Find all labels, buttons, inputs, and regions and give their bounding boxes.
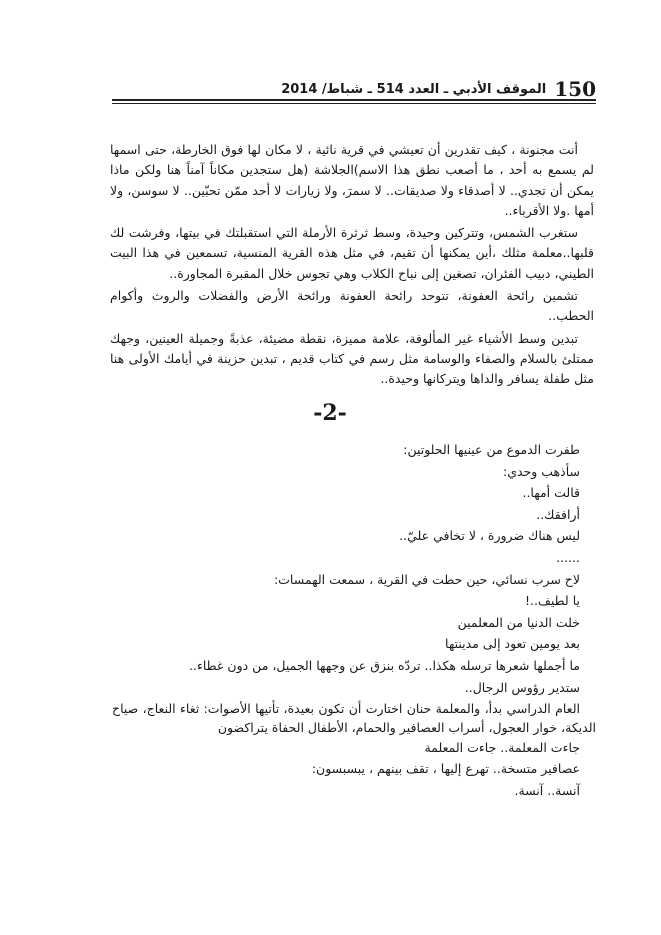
running-head: الموقف الأدبي ـ العدد 514 ـ شباط/ 2014 <box>281 82 547 97</box>
text-line: عصافير متسخة.. تهرع إليها ، تقف بينهم ، يبسبسون: <box>311 761 580 777</box>
text-line: قالت أمها.. <box>522 485 580 501</box>
paragraph: أنت مجنونة ، كيف تقدرين أن تعيشي في قرية نائية ، لا مكان لها فوق الخارطة، حتى اسمها لم يسمع به أحد ، ما أصعب نطق هذا الاسم)الجلاشة (هل ستجدين مكاناً آمناً هنا ولكن ماذا يمكن أن تجدي.. لا أصدقاء ولا صديقات.. لا سمرَ، ولا زيارات لا أحد ممّن تحبّين.. لا سوسن، ولا أمها .ولا الأقرباء.. <box>110 142 594 218</box>
header-rule-thin <box>112 103 596 104</box>
text-line: ستدير رؤوس الرجال.. <box>464 679 580 695</box>
body-text-bottom <box>112 440 596 802</box>
text-line: بعد يومين تعود إلى مدينتها <box>445 636 580 652</box>
text-line: طفرت الدموع من عينيها الحلوتين: <box>403 442 580 457</box>
paragraph: تبدين وسط الأشياء غير المألوفة، علامة مميزة، نقطة مضيئة، عذبةً وجميلة العينين، وجهك ممتلئ بالسلام والصفاء والوسامة مثل رسم في كتاب قديم ، تبدين حزينة في أيامك الأولى هنا مثل طفلة يسافر والداها ويتركانها وحيدة.. <box>110 330 594 387</box>
text-line: خلت الدنيا من المعلمين <box>457 614 580 630</box>
header-rule <box>112 99 596 101</box>
text-line: ما أجملها شعرها ترسله هكذا.. تردّه بنزق عن وجهها الجميل، من دون غطاء.. <box>189 657 580 673</box>
body-text-top <box>110 140 594 392</box>
text-line: جاءت المعلمة.. جاءت المعلمة <box>424 739 580 755</box>
page-header <box>112 74 596 100</box>
section-number: -2- <box>313 400 347 426</box>
page-number: 150 <box>554 77 596 101</box>
text-line: ليس هناك ضرورة ، لا تخافي عليّ.. <box>399 528 580 544</box>
text-line: سأذهب وحدي: <box>502 463 580 479</box>
paragraph: تشمين رائحة العفونة، تتوحد رائحة العفونة ورائحة الأرض والفضلات والروث وأكوام الحطب.. <box>110 288 594 324</box>
text-line: آنسة.. آنسة. <box>514 782 580 798</box>
paragraph: ستغرب الشمس، وتتركين وحيدة، وسط ثرثرة الأرملة التي استقبلتك في بيتها، وفرشت لك قلبها..معلمة مثلك ،أين يمكنها أن تقيم، في مثل هذه القرية المنسية، تسمعين في هذا البيت الطيني، دبيب الفئران، تصغين إلى نباح الكلاب وهي تجوس خلال المقبرة المجاورة.. <box>110 225 594 281</box>
text-line: ...... <box>556 549 580 565</box>
paragraph: العام الدراسي بدأ، والمعلمة حنان اختارت أن تكون بعيدة، تأتيها الأصوات: ثغاء النعاج، صياح الديكة، خوار العجول، أسراب العصافير والحمام، الأطفال الحفاة يتراكضون <box>112 701 596 736</box>
text-line: أرافقك.. <box>536 506 580 522</box>
text-line: لاح سرب نسائي، حين حطت في القرية ، سمعت الهمسات: <box>273 571 580 587</box>
text-line: يا لطيف..! <box>525 593 580 609</box>
